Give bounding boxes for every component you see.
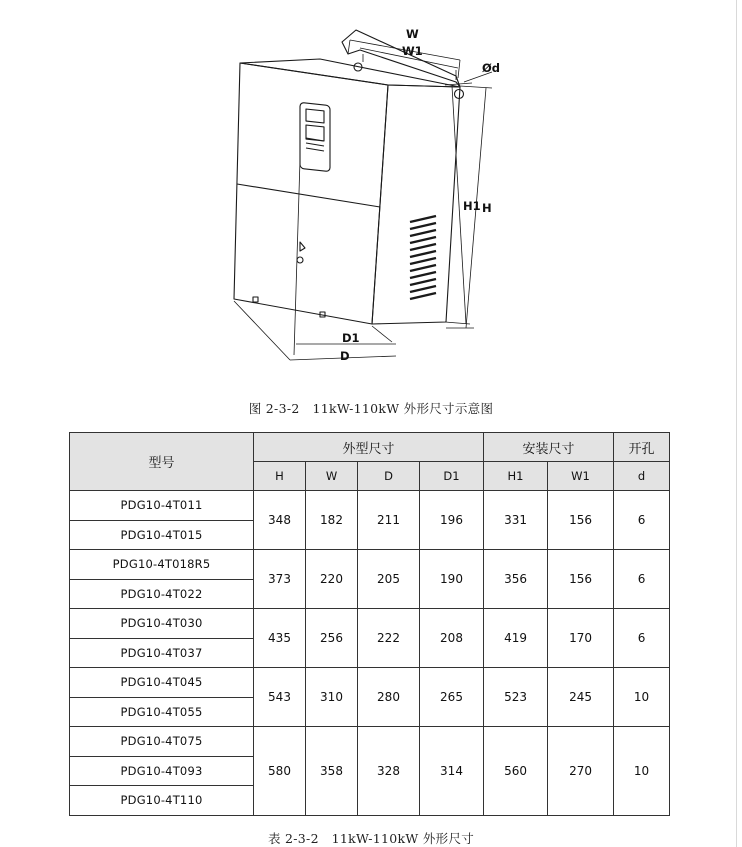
- value-d: 328: [358, 727, 420, 816]
- value-d1: 190: [420, 550, 484, 609]
- value-w: 220: [306, 550, 358, 609]
- model-cell: PDG10-4T015: [70, 520, 254, 550]
- dim-label-w: W: [406, 27, 419, 41]
- keypad: [300, 102, 330, 171]
- value-d-hole: 6: [614, 609, 670, 668]
- figure-caption-prefix: 图 2-3-2: [248, 401, 300, 416]
- value-d: 205: [358, 550, 420, 609]
- model-cell: PDG10-4T055: [70, 697, 254, 727]
- value-w: 310: [306, 668, 358, 727]
- figure-caption: [0, 399, 742, 417]
- value-w1: 170: [548, 609, 614, 668]
- value-d-hole: 6: [614, 550, 670, 609]
- vent-grille: [410, 216, 436, 299]
- value-h1: 560: [484, 727, 548, 816]
- value-d: 280: [358, 668, 420, 727]
- header-outer-dimensions: 外型尺寸: [254, 433, 484, 462]
- model-cell: PDG10-4T093: [70, 756, 254, 786]
- value-h1: 356: [484, 550, 548, 609]
- value-d1: 196: [420, 491, 484, 550]
- dim-label-d-hole: Ød: [482, 61, 501, 75]
- value-d1: 265: [420, 668, 484, 727]
- model-cell: PDG10-4T045: [70, 668, 254, 698]
- subheader-w1: W1: [548, 462, 614, 491]
- model-cell: PDG10-4T022: [70, 579, 254, 609]
- value-w1: 156: [548, 550, 614, 609]
- dimension-table: [69, 432, 670, 816]
- value-d1: 208: [420, 609, 484, 668]
- table-caption-prefix: 表 2-3-2: [267, 831, 319, 846]
- value-w1: 156: [548, 491, 614, 550]
- model-cell: PDG10-4T018R5: [70, 550, 254, 580]
- value-h1: 331: [484, 491, 548, 550]
- value-w1: 270: [548, 727, 614, 816]
- value-d-hole: 6: [614, 491, 670, 550]
- subheader-d: D: [358, 462, 420, 491]
- top-flange: [342, 30, 460, 87]
- value-d-hole: 10: [614, 727, 670, 816]
- dim-label-d: D: [340, 349, 350, 363]
- dim-label-w1: W1: [402, 44, 423, 58]
- table-row: [70, 550, 670, 580]
- subheader-d1: D1: [420, 462, 484, 491]
- value-h: 373: [254, 550, 306, 609]
- value-w: 358: [306, 727, 358, 816]
- table-caption: [0, 829, 742, 847]
- table-row: [70, 609, 670, 639]
- subheader-w: W: [306, 462, 358, 491]
- value-w1: 245: [548, 668, 614, 727]
- value-h1: 419: [484, 609, 548, 668]
- model-cell: PDG10-4T075: [70, 727, 254, 757]
- value-w: 256: [306, 609, 358, 668]
- dim-label-d1: D1: [342, 331, 360, 345]
- header-hole: 开孔: [614, 433, 670, 462]
- subheader-d-hole: d: [614, 462, 670, 491]
- dim-label-h: H: [482, 201, 492, 215]
- subheader-h: H: [254, 462, 306, 491]
- value-d-hole: 10: [614, 668, 670, 727]
- value-d: 222: [358, 609, 420, 668]
- dim-label-h1: H1: [463, 199, 481, 213]
- table-row: [70, 727, 670, 757]
- table-row: [70, 668, 670, 698]
- model-cell: PDG10-4T037: [70, 638, 254, 668]
- subheader-h1: H1: [484, 462, 548, 491]
- enclosure-dimension-drawing: [220, 10, 540, 375]
- table-row: [70, 491, 670, 521]
- model-cell: PDG10-4T030: [70, 609, 254, 639]
- value-h: 580: [254, 727, 306, 816]
- value-h: 435: [254, 609, 306, 668]
- model-cell: PDG10-4T011: [70, 491, 254, 521]
- front-panel: [234, 63, 388, 324]
- page-edge-rule: [736, 0, 737, 847]
- value-h1: 523: [484, 668, 548, 727]
- table-caption-text: 11kW-110kW 外形尺寸: [331, 831, 475, 846]
- value-h: 348: [254, 491, 306, 550]
- value-h: 543: [254, 668, 306, 727]
- value-d1: 314: [420, 727, 484, 816]
- value-d: 211: [358, 491, 420, 550]
- side-panel: [372, 85, 460, 324]
- figure-caption-text: 11kW-110kW 外形尺寸示意图: [312, 401, 494, 416]
- model-cell: PDG10-4T110: [70, 786, 254, 816]
- value-w: 182: [306, 491, 358, 550]
- header-model: 型号: [70, 433, 254, 491]
- header-mount-dimensions: 安装尺寸: [484, 433, 614, 462]
